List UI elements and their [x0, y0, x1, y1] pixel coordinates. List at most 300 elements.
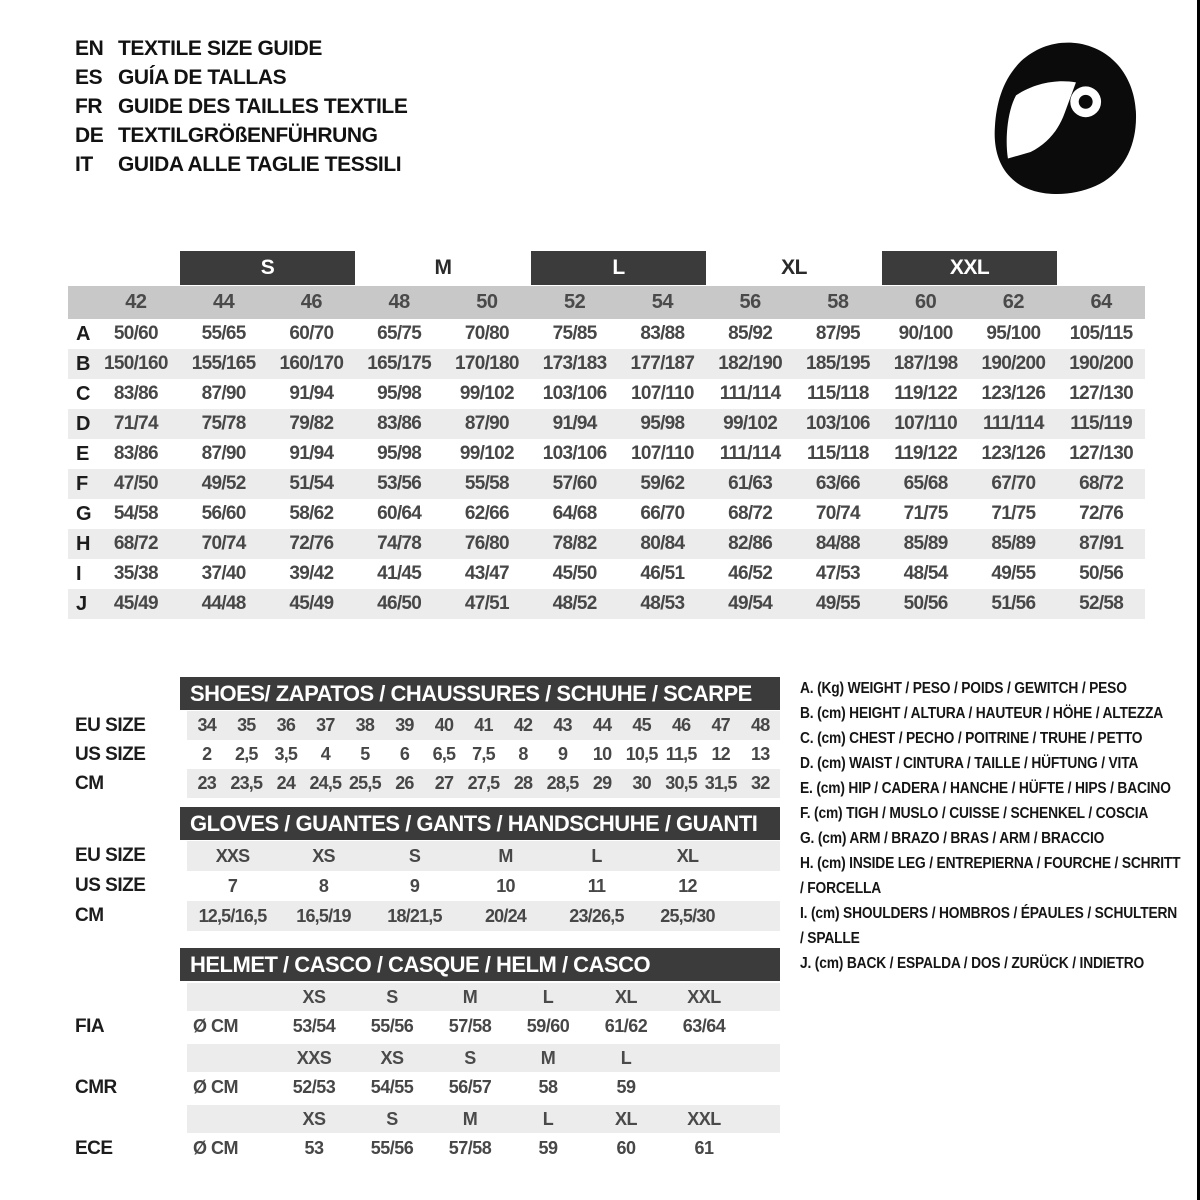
size-value: 107/110	[631, 383, 694, 404]
size-value: 91/94	[552, 413, 597, 434]
size-value: 41	[474, 715, 493, 735]
size-value: 28,5	[546, 773, 579, 793]
legend-text: INSIDE LEG / ENTREPIERNA / FOURCHE / SCHRITT / FORCELLA	[800, 855, 1181, 897]
legend-key: H.	[800, 855, 818, 872]
size-row	[68, 711, 780, 740]
legend-key: G.	[800, 830, 818, 847]
measurement-legend	[800, 676, 1183, 976]
numeric-size: 54	[651, 291, 673, 313]
size-value: S	[408, 845, 421, 866]
size-value: 23,5	[230, 773, 263, 793]
helmet-size: XXL	[687, 1108, 721, 1129]
measurement-row	[68, 379, 1145, 409]
unit-spacer	[187, 983, 275, 1011]
size-value: 70/80	[464, 323, 509, 344]
size-value: 8	[318, 875, 329, 896]
size-value: 9	[557, 744, 568, 764]
row-label: EU SIZE	[75, 845, 146, 866]
helmet-size	[665, 1044, 743, 1072]
size-value: 75/78	[201, 413, 246, 434]
size-value: 51/54	[289, 473, 334, 494]
row-label: US SIZE	[75, 743, 146, 765]
helmet-size: S	[464, 1047, 476, 1068]
language-line	[75, 121, 407, 150]
size-value: 83/86	[377, 413, 422, 434]
size-value: 43	[553, 715, 572, 735]
legend-item	[800, 726, 1183, 751]
helmet-size-row	[68, 983, 780, 1011]
size-value: 43/47	[464, 563, 509, 584]
legend-text: CHEST / PECHO / POITRINE / TRUHE / PETTO	[849, 730, 1143, 747]
language-code: EN	[75, 36, 104, 60]
size-value: 123/126	[981, 383, 1046, 404]
row-values	[187, 901, 780, 931]
size-value: 68/72	[113, 533, 158, 554]
size-value: 27	[434, 773, 454, 793]
helmet-size: M	[462, 1108, 478, 1129]
helmet-size: M	[462, 986, 478, 1007]
legend-unit: (cm)	[816, 780, 849, 797]
language-code: DE	[75, 123, 104, 147]
size-value: 49/55	[815, 593, 860, 614]
legend-text: HEIGHT / ALTURA / HAUTEUR / HÖHE / ALTEZZA	[849, 705, 1164, 722]
measurement-row	[68, 559, 1145, 589]
visor-pivot-dot	[1079, 95, 1093, 109]
size-value: 6,5	[432, 744, 456, 764]
size-value: 123/126	[981, 443, 1046, 464]
size-value: 87/90	[201, 383, 246, 404]
helmet-values	[187, 1011, 780, 1042]
size-value: 23/26,5	[569, 905, 624, 926]
numeric-size: 56	[739, 291, 761, 313]
helmet-size: L	[542, 986, 554, 1007]
size-value: 64/68	[552, 503, 597, 524]
helmet-size: XXL	[687, 986, 721, 1007]
diameter-unit: Ø CM	[193, 1138, 238, 1158]
size-value: 24	[276, 773, 296, 793]
size-value: 150/160	[103, 353, 168, 374]
size-value: 165/175	[367, 353, 432, 374]
language-line	[75, 63, 407, 92]
numeric-size: 44	[213, 291, 235, 313]
row-values	[187, 711, 780, 740]
helmet-value	[665, 1072, 743, 1103]
measurement-rows	[68, 319, 1145, 619]
size-value: 16,5/19	[296, 905, 351, 926]
legend-item	[800, 701, 1183, 726]
row-letter: J	[76, 592, 88, 615]
language-title: TEXTILGRÖßENFÜHRUNG	[118, 123, 378, 147]
size-group-m: M	[434, 256, 452, 279]
helmet-size: XL	[614, 986, 637, 1007]
helmet-value: 58	[538, 1077, 558, 1097]
size-value: 187/198	[893, 353, 958, 374]
size-value: 190/200	[981, 353, 1046, 374]
size-value: 39	[395, 715, 414, 735]
size-value: 74/78	[377, 533, 422, 554]
size-value: 42	[513, 715, 533, 735]
size-value: 99/102	[459, 443, 514, 464]
size-value: 51/56	[991, 593, 1036, 614]
helmet-size-table	[68, 948, 780, 1164]
helmet-value: 54/55	[370, 1077, 414, 1097]
size-value: 83/88	[640, 323, 685, 344]
size-value: 99/102	[723, 413, 778, 434]
size-value: 54/58	[113, 503, 158, 524]
size-row	[68, 871, 780, 901]
size-value: 46/51	[640, 563, 685, 584]
gloves-size-table	[68, 807, 780, 931]
size-value: 28	[513, 773, 533, 793]
legend-unit: (cm)	[814, 955, 847, 972]
helmet-value: 60	[616, 1138, 636, 1158]
legend-text: HIP / CADERA / HANCHE / HÜFTE / HIPS / BACINO	[848, 780, 1171, 797]
size-value: 84/88	[815, 533, 860, 554]
helmet-size: S	[386, 986, 398, 1007]
helmet-value-row	[68, 1011, 780, 1042]
size-value: 63/66	[815, 473, 860, 494]
size-value: 34	[197, 715, 216, 735]
helmet-value: 57/58	[448, 1138, 492, 1158]
size-value: 95/100	[986, 323, 1041, 344]
size-value: 2	[202, 744, 212, 764]
size-value: 127/130	[1069, 443, 1134, 464]
size-row	[68, 841, 780, 871]
legend-key: F.	[800, 805, 815, 822]
size-value: 95/98	[640, 413, 685, 434]
row-label-spacer	[68, 983, 187, 1011]
size-value: 80/84	[640, 533, 685, 554]
numeric-size: 58	[827, 291, 849, 313]
language-line	[75, 34, 407, 63]
size-value: 50/60	[113, 323, 158, 344]
legend-key: E.	[800, 780, 817, 797]
row-label-spacer	[68, 286, 92, 319]
size-value: 85/92	[728, 323, 773, 344]
size-value: 103/106	[542, 383, 607, 404]
size-value: 40	[434, 715, 454, 735]
row-values	[187, 841, 780, 871]
size-value: 47/53	[815, 563, 860, 584]
helmet-sizes	[187, 1044, 780, 1072]
size-value: 90/100	[898, 323, 953, 344]
legend-key: J.	[800, 955, 815, 972]
helmet-value-row	[68, 1133, 780, 1164]
helmet-value-row	[68, 1072, 780, 1103]
size-value: 48	[751, 715, 770, 735]
size-value: 44/48	[201, 593, 246, 614]
size-value: 87/91	[1079, 533, 1124, 554]
size-value: 30,5	[665, 773, 698, 793]
helmet-size: L	[542, 1108, 554, 1129]
size-value: 12,5/16,5	[198, 905, 267, 926]
measurement-row	[68, 589, 1145, 619]
size-value: 18/21,5	[387, 905, 442, 926]
size-value: 60/64	[377, 503, 422, 524]
size-group-spacer	[92, 251, 180, 285]
size-value: 45/49	[113, 593, 158, 614]
size-value: 173/183	[542, 353, 607, 374]
legend-key: C.	[800, 730, 818, 747]
measurement-row	[68, 529, 1145, 559]
helmet-value: 63/64	[682, 1016, 726, 1036]
legend-text: WEIGHT / PESO / POIDS / GEWITCH / PESO	[847, 680, 1127, 697]
row-letter: E	[76, 442, 90, 465]
size-row	[68, 901, 780, 931]
standard-label: ECE	[75, 1137, 113, 1159]
numeric-size: 46	[300, 291, 322, 313]
size-value: 68/72	[728, 503, 773, 524]
size-value: 23	[197, 773, 216, 793]
helmet-value: 59	[616, 1077, 636, 1097]
size-value: 68/72	[1079, 473, 1124, 494]
size-value: 7,5	[472, 744, 495, 764]
legend-key: D.	[800, 755, 818, 772]
size-value: 30	[632, 773, 651, 793]
size-value: 182/190	[718, 353, 783, 374]
size-value: 37	[316, 715, 335, 735]
measurement-row	[68, 499, 1145, 529]
size-value: 5	[360, 744, 370, 764]
size-value: 3,5	[274, 744, 298, 764]
legend-item	[800, 826, 1183, 851]
size-value: 103/106	[805, 413, 870, 434]
size-value: 75/85	[552, 323, 597, 344]
size-value: 177/187	[630, 353, 695, 374]
row-label: EU SIZE	[75, 714, 146, 736]
size-value: 55/58	[464, 473, 509, 494]
row-letter: I	[76, 562, 82, 585]
size-value: 12	[678, 875, 697, 896]
unit-spacer	[187, 1044, 275, 1072]
row-letter: A	[76, 322, 91, 345]
language-code: ES	[75, 65, 103, 89]
size-value: 58/62	[289, 503, 334, 524]
size-value: 20/24	[484, 905, 527, 926]
size-value: 71/75	[903, 503, 948, 524]
size-value: 48/52	[552, 593, 597, 614]
legend-item	[800, 676, 1183, 701]
size-group-s: S	[180, 251, 356, 285]
legend-unit: (cm)	[817, 855, 850, 872]
row-label: CM	[75, 905, 104, 926]
size-value: 72/76	[1079, 503, 1124, 524]
helmet-value: 57/58	[448, 1016, 492, 1036]
size-value: 107/110	[631, 443, 694, 464]
helmet-size-row	[68, 1044, 780, 1072]
size-value: 4	[320, 744, 330, 764]
size-value: 91/94	[289, 443, 334, 464]
size-value: 85/89	[991, 533, 1036, 554]
size-value: 10,5	[625, 744, 658, 764]
size-value: 87/95	[815, 323, 860, 344]
language-title: GUIDE DES TAILLES TEXTILE	[118, 94, 408, 118]
size-value: 49/54	[728, 593, 773, 614]
size-value: 62/66	[464, 503, 509, 524]
size-value: 107/110	[894, 413, 957, 434]
numeric-size: 50	[476, 291, 498, 313]
numeric-size: 64	[1090, 291, 1112, 313]
legend-item	[800, 776, 1183, 801]
legend-unit: (cm)	[817, 830, 850, 847]
legend-text: WAIST / CINTURA / TAILLE / HÜFTUNG / VITA	[849, 755, 1139, 772]
helmet-size: XL	[614, 1108, 637, 1129]
size-value: 72/76	[289, 533, 334, 554]
measurement-row	[68, 469, 1145, 499]
helmet-value: 52/53	[292, 1077, 336, 1097]
size-value: 32	[751, 773, 770, 793]
size-value: 49/52	[201, 473, 246, 494]
row-letter: C	[76, 382, 91, 405]
size-value: 8	[518, 744, 528, 764]
size-value: 10	[592, 744, 612, 764]
diameter-unit: Ø CM	[193, 1016, 238, 1036]
language-title: GUÍA DE TALLAS	[118, 65, 287, 89]
size-group-spacer	[1057, 251, 1145, 285]
size-value: 59/62	[640, 473, 685, 494]
helmet-values	[187, 1133, 780, 1164]
legend-unit: (cm)	[817, 730, 850, 747]
legend-key: A.	[800, 680, 818, 697]
size-value: XS	[312, 845, 335, 866]
size-value: 25,5	[348, 773, 381, 793]
helmet-section-header: HELMET / CASCO / CASQUE / HELM / CASCO	[180, 948, 780, 981]
size-value: 119/122	[894, 443, 957, 464]
size-value: 76/80	[464, 533, 509, 554]
measurement-row	[68, 409, 1145, 439]
helmet-size: S	[386, 1108, 398, 1129]
size-value: 38	[355, 715, 375, 735]
size-value: 127/130	[1069, 383, 1134, 404]
size-value: 71/74	[113, 413, 158, 434]
helmet-size-row	[68, 1105, 780, 1133]
helmet-values	[187, 1072, 780, 1103]
size-value: 82/86	[728, 533, 773, 554]
legend-text: TIGH / MUSLO / CUISSE / SCHENKEL / COSCIA	[846, 805, 1149, 822]
row-letter: H	[76, 532, 91, 555]
textile-size-table	[68, 251, 1145, 619]
numeric-size: 42	[125, 291, 147, 313]
size-value: 35	[237, 715, 256, 735]
size-value: 11,5	[665, 744, 697, 764]
standard-label: CMR	[75, 1076, 117, 1098]
size-value: 37/40	[201, 563, 246, 584]
size-value: 119/122	[894, 383, 957, 404]
size-value: 95/98	[377, 383, 422, 404]
legend-item	[800, 951, 1183, 976]
size-value: 65/68	[903, 473, 948, 494]
size-value: 105/115	[1069, 323, 1133, 344]
helmet-value: 55/56	[370, 1138, 414, 1158]
size-value: 31,5	[704, 773, 737, 793]
size-value: 160/170	[279, 353, 344, 374]
size-value: 61/63	[728, 473, 773, 494]
size-value: 47/51	[464, 593, 509, 614]
legend-text: SHOULDERS / HOMBROS / ÉPAULES / SCHULTERN / SPALLE	[800, 905, 1178, 947]
language-line	[75, 92, 407, 121]
size-value: 25,5/30	[660, 905, 715, 926]
size-value: 48/54	[903, 563, 948, 584]
size-value: 52/58	[1079, 593, 1124, 614]
helmet-size: XS	[302, 986, 326, 1007]
legend-item	[800, 751, 1183, 776]
size-group-header-row	[68, 251, 1145, 285]
size-value: 6	[399, 744, 410, 764]
legend-key: I.	[800, 905, 811, 922]
size-value: 78/82	[552, 533, 597, 554]
helmet-value: 59/60	[526, 1016, 570, 1036]
row-values	[187, 769, 780, 798]
size-value: 66/70	[640, 503, 685, 524]
size-value: 39/42	[289, 563, 334, 584]
size-value: 185/195	[805, 353, 870, 374]
legend-text: ARM / BRAZO / BRAS / ARM / BRACCIO	[849, 830, 1105, 847]
row-label-spacer	[68, 251, 92, 285]
size-value: XXS	[215, 845, 250, 866]
racing-helmet-icon	[982, 28, 1144, 208]
size-value: 115/118	[807, 443, 869, 464]
legend-unit: (cm)	[810, 905, 844, 922]
language-title-list	[75, 34, 407, 179]
size-value: 11	[587, 875, 606, 896]
numeric-size: 52	[564, 291, 586, 313]
row-label-spacer	[68, 1105, 187, 1133]
size-value: 95/98	[377, 443, 422, 464]
size-value: L	[591, 845, 602, 866]
size-value: 83/86	[113, 443, 158, 464]
helmet-value: 53/54	[292, 1016, 336, 1036]
size-group-xxl: XXL	[882, 251, 1058, 285]
size-value: 71/75	[991, 503, 1036, 524]
row-values	[187, 871, 780, 901]
size-value: 70/74	[815, 503, 860, 524]
legend-unit: (cm)	[814, 805, 847, 822]
size-value: 46/50	[377, 593, 422, 614]
language-code: FR	[75, 94, 103, 118]
size-value: 13	[751, 744, 770, 764]
size-row	[68, 740, 780, 769]
size-value: 87/90	[201, 443, 246, 464]
size-value: 50/56	[903, 593, 948, 614]
shoes-size-table	[68, 677, 780, 798]
legend-unit: (Kg)	[817, 680, 848, 697]
legend-unit: (cm)	[817, 755, 850, 772]
shoes-section-header: SHOES/ ZAPATOS / CHAUSSURES / SCHUHE / SCARPE	[180, 677, 780, 710]
measurement-row	[68, 319, 1145, 349]
helmet-sizes	[187, 983, 780, 1011]
helmet-size: XXS	[296, 1047, 332, 1068]
size-value: 56/60	[201, 503, 246, 524]
size-value: 190/200	[1069, 353, 1134, 374]
size-value: 57/60	[552, 473, 597, 494]
language-title: TEXTILE SIZE GUIDE	[118, 36, 322, 60]
measurement-row	[68, 349, 1145, 379]
size-value: 91/94	[289, 383, 334, 404]
size-value: 12	[711, 744, 730, 764]
size-value: 45/49	[289, 593, 334, 614]
helmet-sizes	[187, 1105, 780, 1133]
row-letter: G	[76, 502, 92, 525]
size-value: 7	[227, 875, 238, 896]
size-value: 45	[632, 715, 651, 735]
size-value: 99/102	[459, 383, 514, 404]
size-value: M	[498, 845, 513, 866]
size-value: 27,5	[467, 773, 500, 793]
size-value: 10	[496, 875, 515, 896]
helmet-size: XS	[302, 1108, 326, 1129]
helmet-size: M	[540, 1047, 556, 1068]
row-values	[187, 740, 780, 769]
